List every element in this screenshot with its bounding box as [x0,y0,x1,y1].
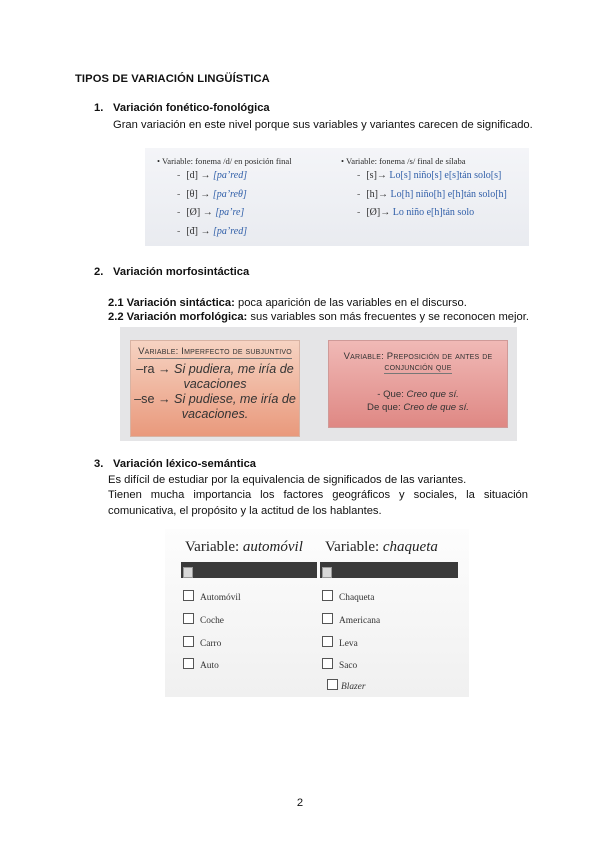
option-label: Coche [200,616,224,626]
checkbox-icon[interactable] [183,613,194,624]
option-chaqueta[interactable] [322,590,374,603]
section3-number: 3. [94,458,104,470]
phonetic-left-header: • Variable: fonema /d/ en posición final [157,156,292,166]
phonetic-sound: [θ] [186,188,198,200]
chaqueta-header-bar [320,562,458,578]
subjunctive-panel-title: Variable: Imperfecto de subjuntivo [138,346,292,357]
section3-title: Variación léxico-semántica [113,458,257,470]
checkbox-icon[interactable] [322,658,333,669]
subsection-2-1-label: 2.1 Variación sintáctica: [108,297,235,309]
example-text: Si pudiese, me iría de [174,392,296,406]
subjunctive-panel [130,340,300,437]
checkbox-icon [183,567,193,578]
checkbox-icon[interactable] [183,658,194,669]
checkbox-icon[interactable] [322,636,333,647]
phonetic-word: [pa’reθ] [212,188,247,200]
phonetic-left-row: - [θ] → [pa’reθ] [177,188,247,200]
arrow-icon: → [380,207,393,218]
morphosyntactic-figure [120,327,517,441]
arrow-icon: → [378,188,391,200]
section2-heading [94,266,249,278]
lexical-variation-figure [165,529,469,697]
option-label: Chaqueta [339,593,375,603]
preposition-line [329,401,507,414]
section3-line2: Tienen mucha importancia los factores geográficos y sociales, la situación comunicativa, el propósito y la actitud de los hablantes. [108,489,528,517]
preposition-title-line: Variable: Preposición de antes de [343,351,493,362]
suffix-ra: –ra → [136,362,175,376]
subjunctive-line: vacaciones. [181,407,249,421]
automovil-header-bar [181,562,317,578]
checkbox-icon [322,567,332,578]
subjunctive-line: vacaciones [183,377,247,391]
checkbox-icon[interactable] [327,679,338,690]
phonetic-sound: [Ø] [186,207,201,218]
phonetic-word: [pa’re] [215,207,245,218]
phonetic-word: [pa’red] [213,225,248,237]
phonetic-word: Lo[s] niño[s] e[s]tán solo[s] [389,170,502,181]
phonetic-left-row: - [d] → [pa’red] [177,170,248,181]
example-text: Creo que sí. [406,389,459,400]
checkbox-icon[interactable] [322,590,333,601]
phonetic-word: [pa’red] [213,170,248,181]
option-label: Blazer [341,682,366,692]
phonetic-variation-figure [145,148,529,246]
checkbox-icon[interactable] [183,636,194,647]
phonetic-sound: [h] [366,188,379,200]
phonetic-left-column [157,156,292,244]
variable-label: Variable: [325,539,383,555]
phonetic-right-row: - [Ø]→ Lo niño e[h]tán solo [357,207,475,218]
option-label: Carro [200,639,222,649]
option-leva[interactable] [322,636,358,649]
section3-heading [94,458,256,470]
preposition-line [329,388,507,401]
option-carro[interactable] [183,636,221,649]
suffix-se: –se → [134,392,175,406]
option-label: Auto [200,661,219,671]
option-auto[interactable] [183,658,219,671]
example-label: De que: [367,402,404,413]
subjunctive-line [131,392,299,407]
option-automovil[interactable] [183,590,241,603]
variable-label: Variable: [185,539,243,555]
phonetic-word: Lo[h] niño[h] e[h]tán solo[h] [390,188,507,200]
option-label: Americana [339,616,381,626]
example-label: - Que: [377,389,407,400]
phonetic-sound: [s] [366,170,377,181]
phonetic-left-row: - [đ] → [pa’red] [177,225,248,237]
phonetic-sound: [đ] [186,225,199,237]
phonetic-right-header: • Variable: fonema /s/ final de sílaba [341,156,466,166]
option-coche[interactable] [183,613,224,626]
option-americana[interactable] [322,613,380,626]
section1-title: Variación fonético-fonológica [113,102,270,114]
section1-text: Gran variación en este nivel porque sus variables y variantes carecen de significado. [113,119,533,131]
page-number: 2 [296,797,304,809]
option-label: Saco [339,661,358,671]
arrow-icon: → [200,207,216,218]
option-label: Leva [339,639,358,649]
preposition-panel [328,340,508,428]
phonetic-right-column [341,156,507,226]
document-title: TIPOS DE VARIACIÓN LINGÜÍSTICA [75,73,270,85]
arrow-icon: → [198,225,214,237]
checkbox-icon[interactable] [322,613,333,624]
arrow-icon: → [198,170,214,181]
subsection-2-2-label: 2.2 Variación morfológica: [108,311,248,323]
checkbox-icon[interactable] [183,590,194,601]
example-text: Creo de que sí. [403,402,469,413]
example-text: Si pudiera, me iría de [174,362,294,376]
phonetic-left-row: - [Ø] → [pa’re] [177,207,245,218]
option-saco[interactable] [322,658,357,671]
subsection-2-1-text: poca aparición de las variables en el discurso. [234,297,467,309]
chaqueta-title [325,539,438,556]
automovil-title [185,539,303,556]
variable-value: chaqueta [382,539,438,555]
subjunctive-line [131,362,299,377]
subsection-2-2-text: sus variables son más frecuentes y se reconocen mejor. [247,311,529,323]
option-label: Automóvil [200,593,241,603]
arrow-icon: → [197,188,213,200]
section1-number: 1. [94,102,104,114]
preposition-panel-title [329,351,507,374]
phonetic-right-row: - [s]→ Lo[s] niño[s] e[s]tán solo[s] [357,170,502,181]
phonetic-sound: [d] [186,170,199,181]
section3-line1: Es difícil de estudiar por la equivalencia de significados de las variantes. [108,474,467,486]
section2-number: 2. [94,266,104,278]
phonetic-sound: [Ø] [366,207,381,218]
section1-heading [94,102,270,114]
section2-title: Variación morfosintáctica [113,266,250,278]
arrow-icon: → [376,170,390,181]
subsection-2-2 [108,309,548,325]
option-blazer[interactable] [327,679,365,692]
preposition-title-line: conjunción que [384,362,452,373]
phonetic-word: Lo niño e[h]tán solo [392,207,475,218]
variable-value: automóvil [242,539,303,555]
phonetic-right-row: - [h]→ Lo[h] niño[h] e[h]tán solo[h] [357,188,507,200]
